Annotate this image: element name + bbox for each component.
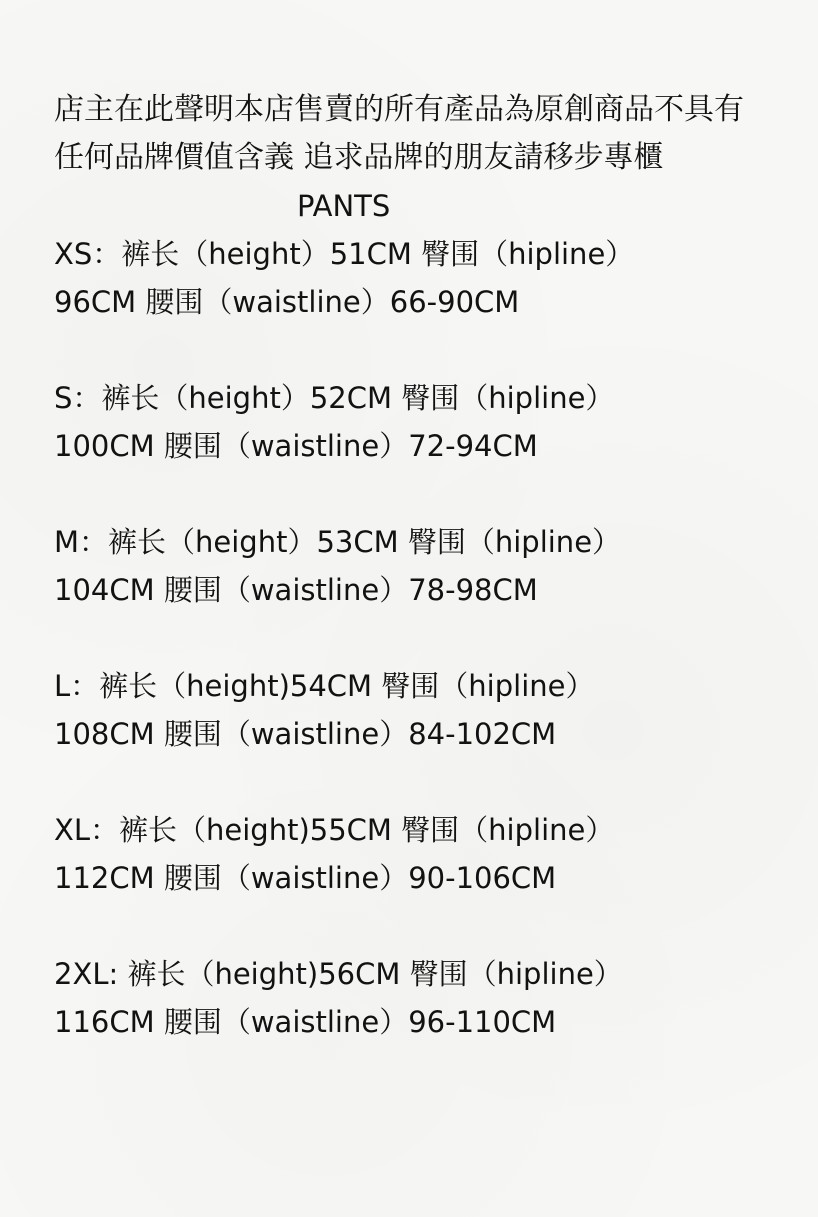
size-line-measure: L：裤长（height)54CM 臀围（hipline）: [54, 669, 595, 703]
size-line-waist: 100CM 腰围（waistline）72-94CM: [54, 429, 538, 463]
size-line-waist: 96CM 腰围（waistline）66-90CM: [54, 285, 520, 319]
size-line-measure: M：裤长（height）53CM 臀围（hipline）: [54, 525, 622, 559]
section-title: PANTS: [297, 189, 391, 223]
blank-line: [54, 902, 774, 950]
size-entry-m: [54, 518, 774, 614]
size-line-measure: XS：裤长（height）51CM 臀围（hipline）: [54, 237, 635, 271]
blank-line: [54, 470, 774, 518]
size-entry-xl: [54, 806, 774, 902]
size-line-measure: XL：裤长（height)55CM 臀围（hipline）: [54, 813, 615, 847]
size-entry-s: [54, 374, 774, 470]
disclaimer-text: 店主在此聲明本店售賣的所有產品為原創商品不具有任何品牌價值含義 追求品牌的朋友請移步專櫃: [54, 92, 744, 175]
blank-line: [54, 326, 774, 374]
size-line-waist: 108CM 腰围（waistline）84-102CM: [54, 717, 557, 751]
blank-line: [54, 758, 774, 806]
size-chart-note: [54, 86, 774, 1046]
blank-line: [54, 614, 774, 662]
size-line-measure: 2XL: 裤长（height)56CM 臀围（hipline）: [54, 957, 623, 991]
size-entry-l: [54, 662, 774, 758]
size-line-waist: 112CM 腰围（waistline）90-106CM: [54, 861, 557, 895]
size-entry-xs: [54, 230, 774, 326]
size-line-measure: S：裤长（height）52CM 臀围（hipline）: [54, 381, 615, 415]
size-entry-2xl: [54, 950, 774, 1046]
size-line-waist: 104CM 腰围（waistline）78-98CM: [54, 573, 538, 607]
size-line-waist: 116CM 腰围（waistline）96-110CM: [54, 1005, 557, 1039]
